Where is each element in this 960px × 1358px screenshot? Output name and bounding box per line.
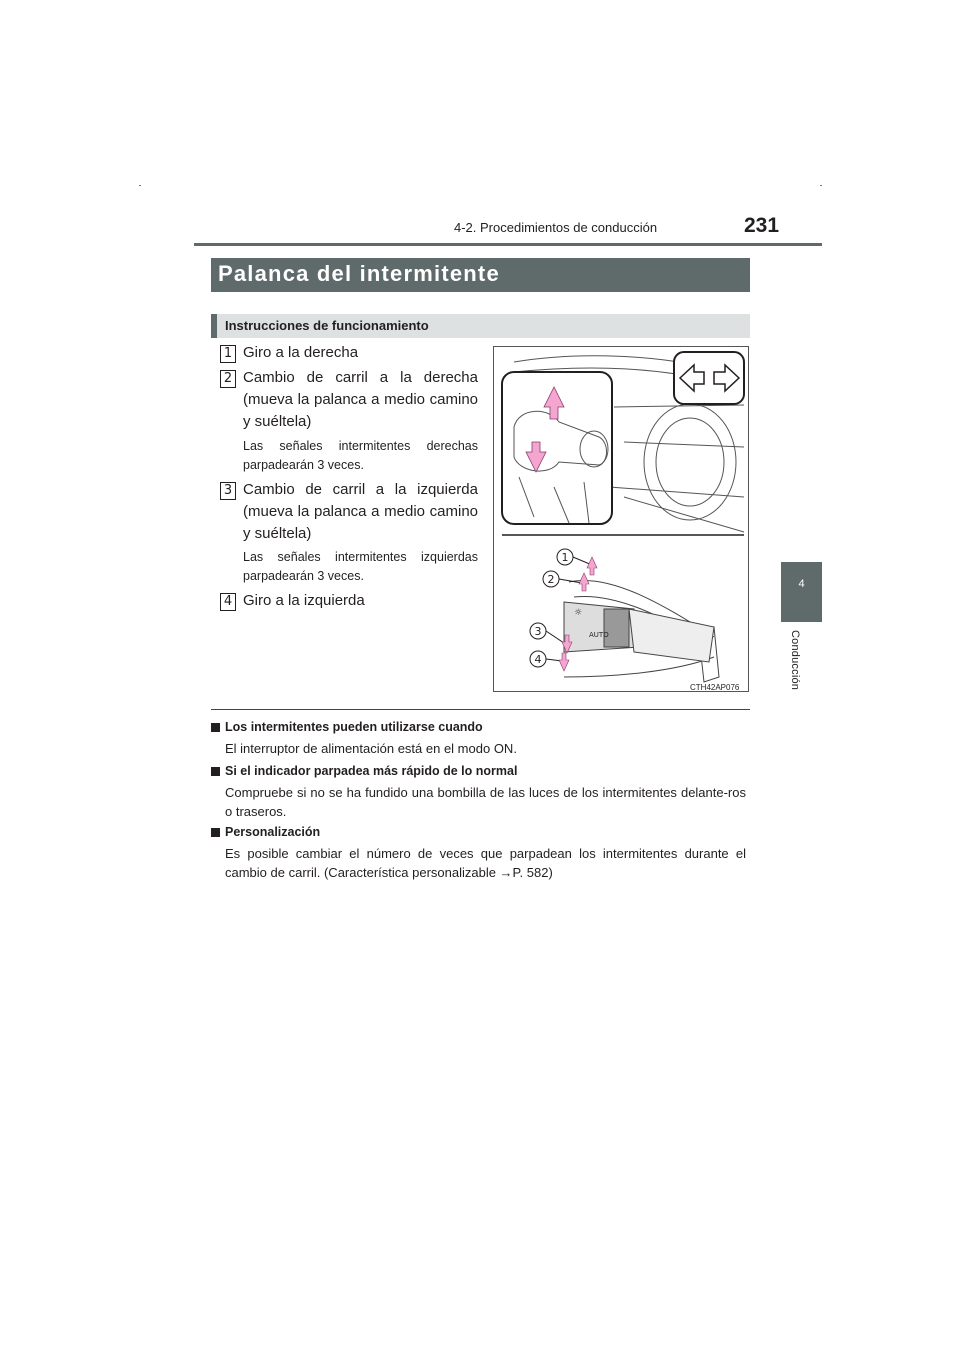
arrow-down-icon (559, 653, 569, 671)
note-body: El interruptor de alimentación está en el modo ON. (225, 741, 517, 756)
callout-number: 4 (534, 653, 542, 666)
step-number: 1 (220, 345, 236, 363)
crop-mark-left (139, 185, 141, 186)
step-text: Giro a la derecha (243, 344, 359, 361)
arrow-up-icon (579, 573, 589, 591)
step-number: 4 (220, 593, 236, 611)
note-bullet-icon (211, 828, 220, 837)
lever-tip (629, 609, 714, 662)
light-icon: ☼ (574, 608, 583, 618)
step-number: 3 (220, 482, 236, 500)
arrow-up-icon (587, 557, 597, 575)
turn-signal-illustration (494, 347, 748, 691)
header-rule (194, 243, 822, 246)
step-text: Cambio de carril a la izquierda (mueva la palanca a medio camino y suéltela) (243, 481, 478, 542)
note-heading: Si el indicador parpadea más rápido de lo normal (225, 764, 518, 778)
page-title: Palanca del intermitente (218, 261, 500, 286)
page-number: 231 (744, 214, 780, 237)
step-text: Giro a la izquierda (243, 592, 365, 609)
note-body: Compruebe si no se ha fundido una bombilla de las luces de los intermitentes delante-ros o traseros. (225, 785, 746, 819)
callout-number: 3 (534, 625, 542, 638)
subtitle-accent (211, 314, 217, 338)
step-number: 2 (220, 370, 236, 388)
chapter-label (789, 630, 803, 700)
callout-number: 1 (561, 551, 569, 564)
callout-number: 2 (547, 573, 555, 586)
chapter-tab[interactable] (781, 562, 822, 622)
note-bullet-icon (211, 767, 220, 776)
section-rule (211, 709, 750, 710)
step-text: Cambio de carril a la derecha (mueva la palanca a medio camino y suéltela) (243, 369, 478, 430)
step-note: Las señales intermitentes derechas parpadearán 3 veces. (243, 439, 478, 472)
running-header: 4-2. Procedimientos de conducción (454, 220, 658, 235)
note-heading: Los intermitentes pueden utilizarse cuando (225, 720, 483, 734)
chapter-label-text: Conducción (789, 630, 801, 691)
note-body: Es posible cambiar el número de veces que parpadean los intermitentes durante el cambio de carril. (Característica personalizable →P. 582) (225, 846, 746, 880)
step-note: Las señales intermitentes izquierdas parpadearán 3 veces. (243, 550, 478, 583)
figure-code: CTH42AP076 (690, 683, 740, 692)
note-heading: Personalización (225, 825, 321, 839)
lever-switch (604, 609, 629, 647)
callout-leader (546, 631, 564, 643)
figure-box (493, 346, 749, 692)
crop-mark-right (820, 185, 822, 186)
chapter-tab-number: 4 (798, 578, 805, 590)
auto-label: AUTO (589, 631, 609, 639)
note-bullet-icon (211, 723, 220, 732)
subtitle: Instrucciones de funcionamiento (225, 318, 429, 333)
